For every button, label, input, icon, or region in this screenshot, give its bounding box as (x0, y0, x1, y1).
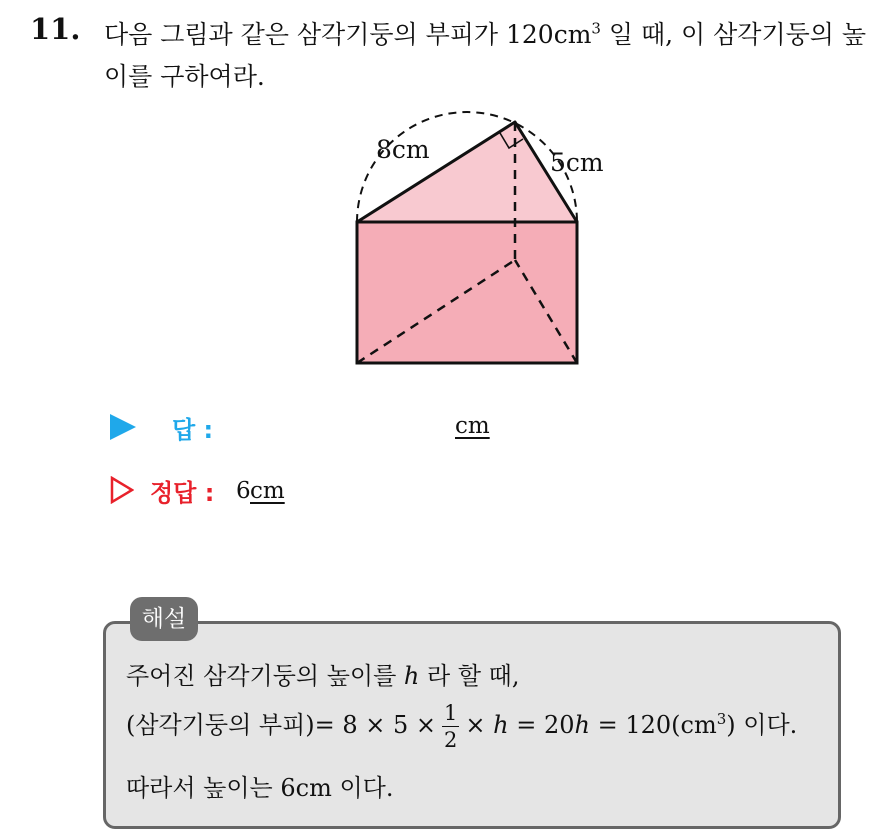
exp2-var-h1: h (493, 711, 509, 739)
outline-triangle-icon (110, 476, 134, 504)
explanation-line-2 (126, 700, 797, 753)
exp2-text-a: (삼각기둥의 부피)= 8 × 5 × (126, 711, 437, 739)
triangular-prism-figure (300, 100, 620, 375)
correct-answer-label: 정답 : (150, 479, 215, 507)
answer-row (110, 408, 610, 448)
exp1-var-h: h (403, 662, 420, 690)
question-number: 11. (30, 12, 81, 46)
question-text-part1: 다음 그림과 같은 삼각기둥의 부피가 120cm (104, 20, 592, 49)
fraction-numerator: 1 (444, 701, 458, 725)
answer-unit: cm (455, 413, 490, 439)
fraction-one-half (442, 700, 459, 753)
explanation-line-1 (126, 656, 519, 691)
question-superscript: 3 (591, 19, 601, 38)
exp2-text-e: ) 이다. (726, 711, 798, 739)
explanation-line-3: 따라서 높이는 6cm 이다. (126, 774, 394, 802)
fraction-denominator: 2 (444, 728, 458, 752)
label-8cm: 8cm (376, 135, 430, 164)
exp1-text-a: 주어진 삼각기둥의 높이를 (126, 662, 404, 690)
correct-answer-row (110, 472, 610, 512)
answer-label: 답 : (172, 416, 214, 444)
exp2-text-d: = 120(cm (590, 711, 717, 739)
explanation-tag: 해설 (130, 597, 198, 641)
label-5cm: 5cm (550, 148, 604, 177)
exp2-text-b: × (465, 711, 494, 739)
exp2-superscript: 3 (716, 710, 727, 728)
exp1-text-b: 라 할 때, (419, 662, 520, 690)
question-text (104, 14, 874, 98)
correct-answer-unit: cm (250, 478, 285, 504)
play-triangle-icon (110, 414, 136, 440)
exp2-var-h2: h (574, 711, 590, 739)
correct-answer-value: 6 (236, 478, 251, 504)
question-text-part2: 일 때, 이 삼각기둥의 높이를 구하여라. (104, 20, 867, 91)
exp2-text-c: = 20 (508, 711, 575, 739)
